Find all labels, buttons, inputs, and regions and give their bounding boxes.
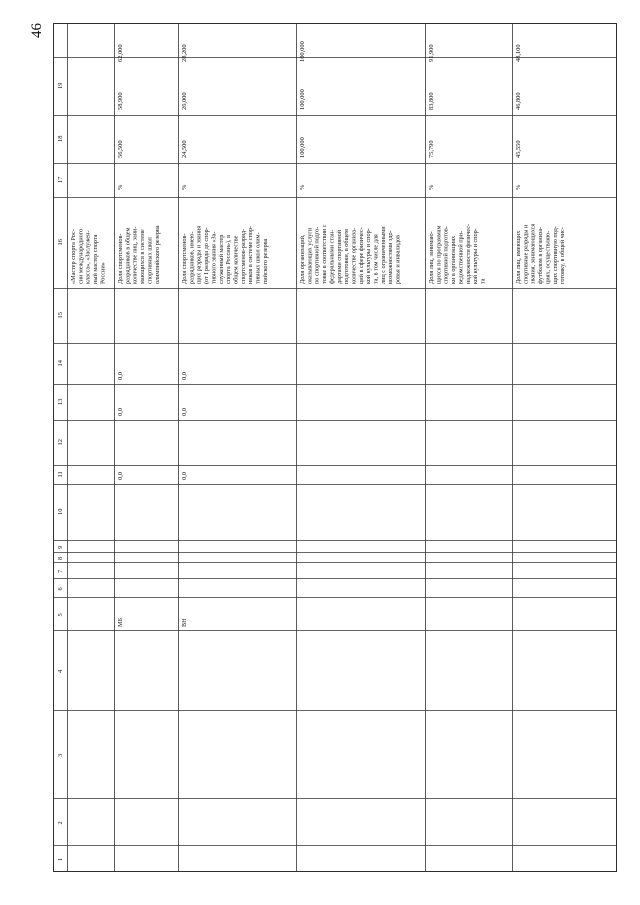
cell-col15-line: России»	[99, 262, 107, 284]
cell-col19: 48,100	[515, 44, 522, 62]
column-number: 3	[57, 753, 64, 757]
cell-col15-line: Доля лиц, занимаю-	[428, 231, 435, 284]
cell-col17: 45,550	[515, 140, 522, 158]
cell-col15-line: товке в соответствии с	[321, 224, 329, 284]
column-number: 13	[57, 398, 64, 405]
cell-col18: 58,900	[117, 92, 124, 110]
cell-col19: 91,900	[428, 44, 435, 62]
cell-col16-unit: %	[428, 184, 435, 190]
cell-col15-line: класса», «Заслужен-	[84, 230, 92, 284]
cell-col15-line: разрядников, имею-	[188, 231, 196, 284]
cell-col15-line: ций в сфере физичес-	[357, 227, 365, 284]
cell-col17: 100,000	[299, 137, 306, 158]
cell-col15-line: готовку, в общей чис-	[559, 227, 567, 284]
cell-col15-line: спортивные разряды и	[522, 224, 530, 284]
cell-col12: 0,0	[181, 408, 188, 416]
cell-col15-line: ный мастер спорта	[92, 234, 100, 284]
cell-col15-line: Доля спортсменов-	[181, 233, 188, 284]
cell-col13: 0,0	[117, 372, 124, 380]
cell-col15-line: пийского резерва	[261, 238, 269, 284]
cell-col15-line: возможностями здо-	[387, 230, 395, 284]
cell-col15-line: подготовки, в общем	[343, 229, 351, 284]
cell-col18: 26,000	[181, 92, 188, 110]
column-number: 7	[57, 569, 64, 573]
column-number: 8	[57, 556, 64, 560]
column-number: 11	[57, 471, 64, 478]
cell-col15-line: щихся по программам	[435, 225, 443, 284]
cell-col18: 100,000	[299, 89, 306, 110]
cell-col15-line: Доля спортсменов-	[117, 233, 124, 284]
cell-col15-line: та, в том числе для	[372, 234, 380, 284]
column-number: 16	[57, 239, 64, 246]
column-number: 17	[57, 176, 64, 183]
cell-col13: 0,0	[181, 372, 188, 380]
column-number: 9	[57, 545, 64, 549]
cell-col15-line: дартами спортивной	[335, 229, 343, 284]
cell-col15-line: общем количестве	[232, 235, 240, 284]
cell-col15-line: оказывающих услуги	[306, 227, 314, 284]
cell-col15-line: ки в организациях	[450, 235, 458, 284]
cell-col15-line: футболом в организа-	[537, 226, 545, 284]
cell-col15-line: Доля организаций,	[299, 234, 306, 284]
cell-col15-line: федеральными стан-	[328, 229, 336, 284]
cell-col15-line: тивного звания «За-	[210, 231, 218, 284]
cell-col15-line: циях, осуществляю-	[544, 230, 552, 284]
column-number: 15	[57, 312, 64, 319]
cell-col16-unit: %	[515, 184, 522, 190]
cell-col15-line: сии международного	[77, 228, 85, 284]
column-number: 2	[57, 821, 64, 825]
cell-col5: ВН	[181, 618, 188, 627]
cell-col15-line: кой культуры и спор-	[365, 228, 373, 284]
cell-col19: 100,000	[299, 41, 306, 62]
cell-col15-line: спортсменов-разряд-	[239, 228, 247, 284]
cell-col19: 62,000	[117, 44, 124, 62]
cell-col15-line: тивных школ олим-	[254, 232, 262, 284]
cell-col15-line: лиц с ограниченными	[379, 226, 387, 284]
cell-col15-line: спорта России»), в	[225, 234, 233, 284]
column-number: 19	[57, 82, 64, 89]
column-number: 4	[57, 669, 64, 673]
cell-col16-unit: %	[299, 184, 306, 190]
cell-col15-line: разрядников в общем	[124, 227, 132, 284]
page-number: 46	[29, 23, 45, 38]
cell-col15-line: щих разряды и звания	[195, 225, 203, 284]
cell-col12: 0,0	[117, 408, 124, 416]
cell-col15-line: количестве организа-	[350, 227, 358, 284]
cell-col15-line: «Мастер спорта Рос-	[70, 229, 77, 284]
cell-col15-line: спортивной подготов-	[442, 226, 450, 284]
cell-col15-line: служенный мастер	[217, 234, 225, 284]
cell-col16-unit: %	[181, 184, 188, 190]
cell-col18: 83,800	[428, 92, 435, 110]
cell-col15-line: олимпийского резерва	[153, 225, 161, 284]
cell-col16-unit: %	[117, 184, 124, 190]
cell-col18: 46,800	[515, 92, 522, 110]
cell-col15-line: ведомственной при-	[457, 230, 465, 284]
column-number: 10	[57, 508, 64, 515]
cell-col17: 56,500	[117, 140, 124, 158]
cell-col15-line: (от I разряда до спор-	[203, 227, 211, 284]
cell-col15-line: ников в системе спор-	[247, 225, 255, 284]
cell-col15-line: спортивных школ	[146, 237, 154, 284]
cell-col11: 0,0	[117, 472, 124, 480]
cell-col15-line: щих спортивную под-	[551, 226, 559, 284]
cell-col15-line: кой культуры и спор-	[472, 228, 480, 284]
cell-col15-line: надлежности физичес-	[464, 223, 472, 284]
column-number: 14	[57, 360, 64, 367]
column-number: 1	[57, 857, 64, 861]
column-number: 5	[57, 613, 64, 617]
cell-col11: 0,0	[181, 472, 188, 480]
cell-col15-line: та	[479, 278, 487, 284]
column-number: 12	[57, 439, 64, 446]
column-number: 6	[57, 587, 64, 591]
cell-col17: 75,790	[428, 140, 435, 158]
cell-col15-line: количестве лиц, зани-	[131, 226, 139, 284]
column-number: 18	[57, 135, 64, 142]
cell-col5: МБ	[117, 617, 124, 627]
cell-col15-line: мающихся в системе	[139, 229, 147, 284]
cell-col17: 24,500	[181, 140, 188, 158]
cell-col15-line: Доля лиц, имеющих	[515, 230, 522, 284]
cell-col19: 28,200	[181, 44, 188, 62]
cell-col15-line: звания, занимающихся	[529, 223, 537, 284]
cell-col15-line: ровья и инвалидов	[394, 234, 402, 284]
cell-col15-line: по спортивной подго-	[313, 226, 321, 284]
